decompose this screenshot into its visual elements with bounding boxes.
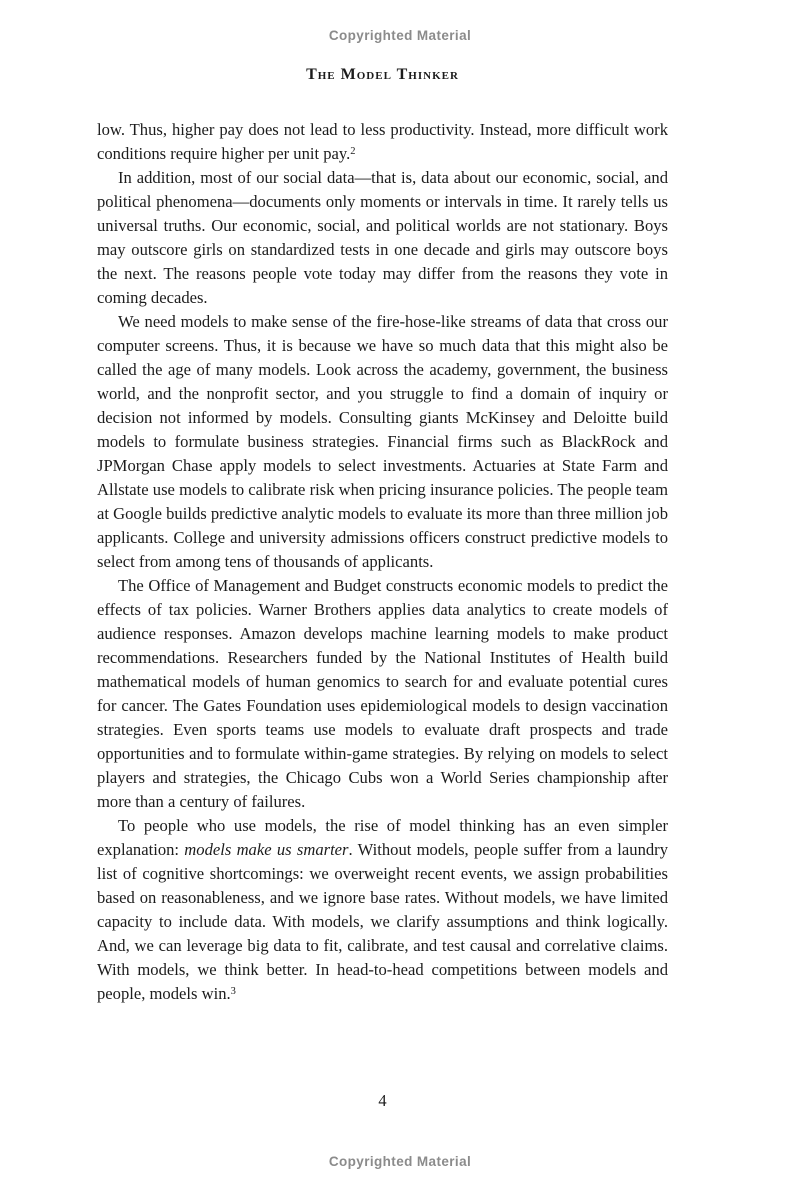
running-header-book-title: The Model Thinker (306, 66, 459, 83)
paragraph-need-models (97, 310, 668, 574)
paragraph-text: To people who use models, the rise of model thinking has an even simpler explanation: (97, 816, 668, 859)
footnote-reference-2: 2 (350, 146, 356, 157)
italic-phrase: models make us smarter (184, 840, 349, 859)
paragraph-continuation (97, 118, 668, 166)
paragraph-omb-examples (97, 574, 668, 814)
paragraph-social-data (97, 166, 668, 310)
paragraph-text: low. Thus, higher pay does not lead to less productivity. Instead, more difficult work conditions require higher per unit pay. (97, 120, 668, 163)
page-body-text (97, 118, 668, 1006)
footnote-reference-3: 3 (230, 986, 236, 997)
page-number: 4 (378, 1091, 387, 1110)
paragraph-text: In addition, most of our social data—that is, data about our economic, social, and political phenomena—documents only moments or intervals in time. It rarely tells us universal truths. Our economic, social, and political worlds are not stationary. Boys may outscore girls on standardized tests in one decade and girls may outscore boys the next. The reasons people vote today may differ from the reasons they vote in coming decades. (97, 168, 668, 307)
paragraph-text: The Office of Management and Budget constructs economic models to predict the effects of tax policies. Warner Brothers applies data analytics to create models of audience responses. Amazon develops machine learning models to make product recommendations. Researchers funded by the National Institutes of Health build mathematical models of human genomics to search for and evaluate potential cures for cancer. The Gates Foundation uses epidemiological models to design vaccination strategies. Even sports teams use models to evaluate draft prospects and trade opportunities and to formulate within-game strategies. By relying on models to select players and strategies, the Chicago Cubs won a World Series championship after more than a century of failures. (97, 576, 668, 811)
copyright-notice-bottom: Copyrighted Material (328, 1154, 472, 1169)
paragraph-text: We need models to make sense of the fire-hose-like streams of data that cross our computer screens. Thus, it is because we have so much data that this might also be called the age of many models. Look across the academy, government, the business world, and the nonprofit sector, and you struggle to find a domain of inquiry or decision not informed by models. Consulting giants McKinsey and Deloitte build models to formulate business strategies. Financial firms such as BlackRock and JPMorgan Chase apply models to select investments. Actuaries at State Farm and Allstate use models to calibrate risk when pricing insurance policies. The people team at Google builds predictive analytic models to evaluate its more than three million job applicants. College and university admissions officers construct predictive models to select from among tens of thousands of applicants. (97, 312, 668, 571)
paragraph-text: . Without models, people suffer from a laundry list of cognitive shortcomings: we overweight recent events, we assign probabilities based on reasonableness, and we ignore base rates. Without models, we have limited capacity to include data. With models, we clarify assumptions and think logically. And, we can leverage big data to fit, calibrate, and test causal and correlative claims. With models, we think better. In head-to-head competitions between models and people, models win. (97, 840, 668, 1003)
paragraph-models-make-us-smarter (97, 814, 668, 1006)
copyright-notice-top: Copyrighted Material (328, 28, 472, 43)
